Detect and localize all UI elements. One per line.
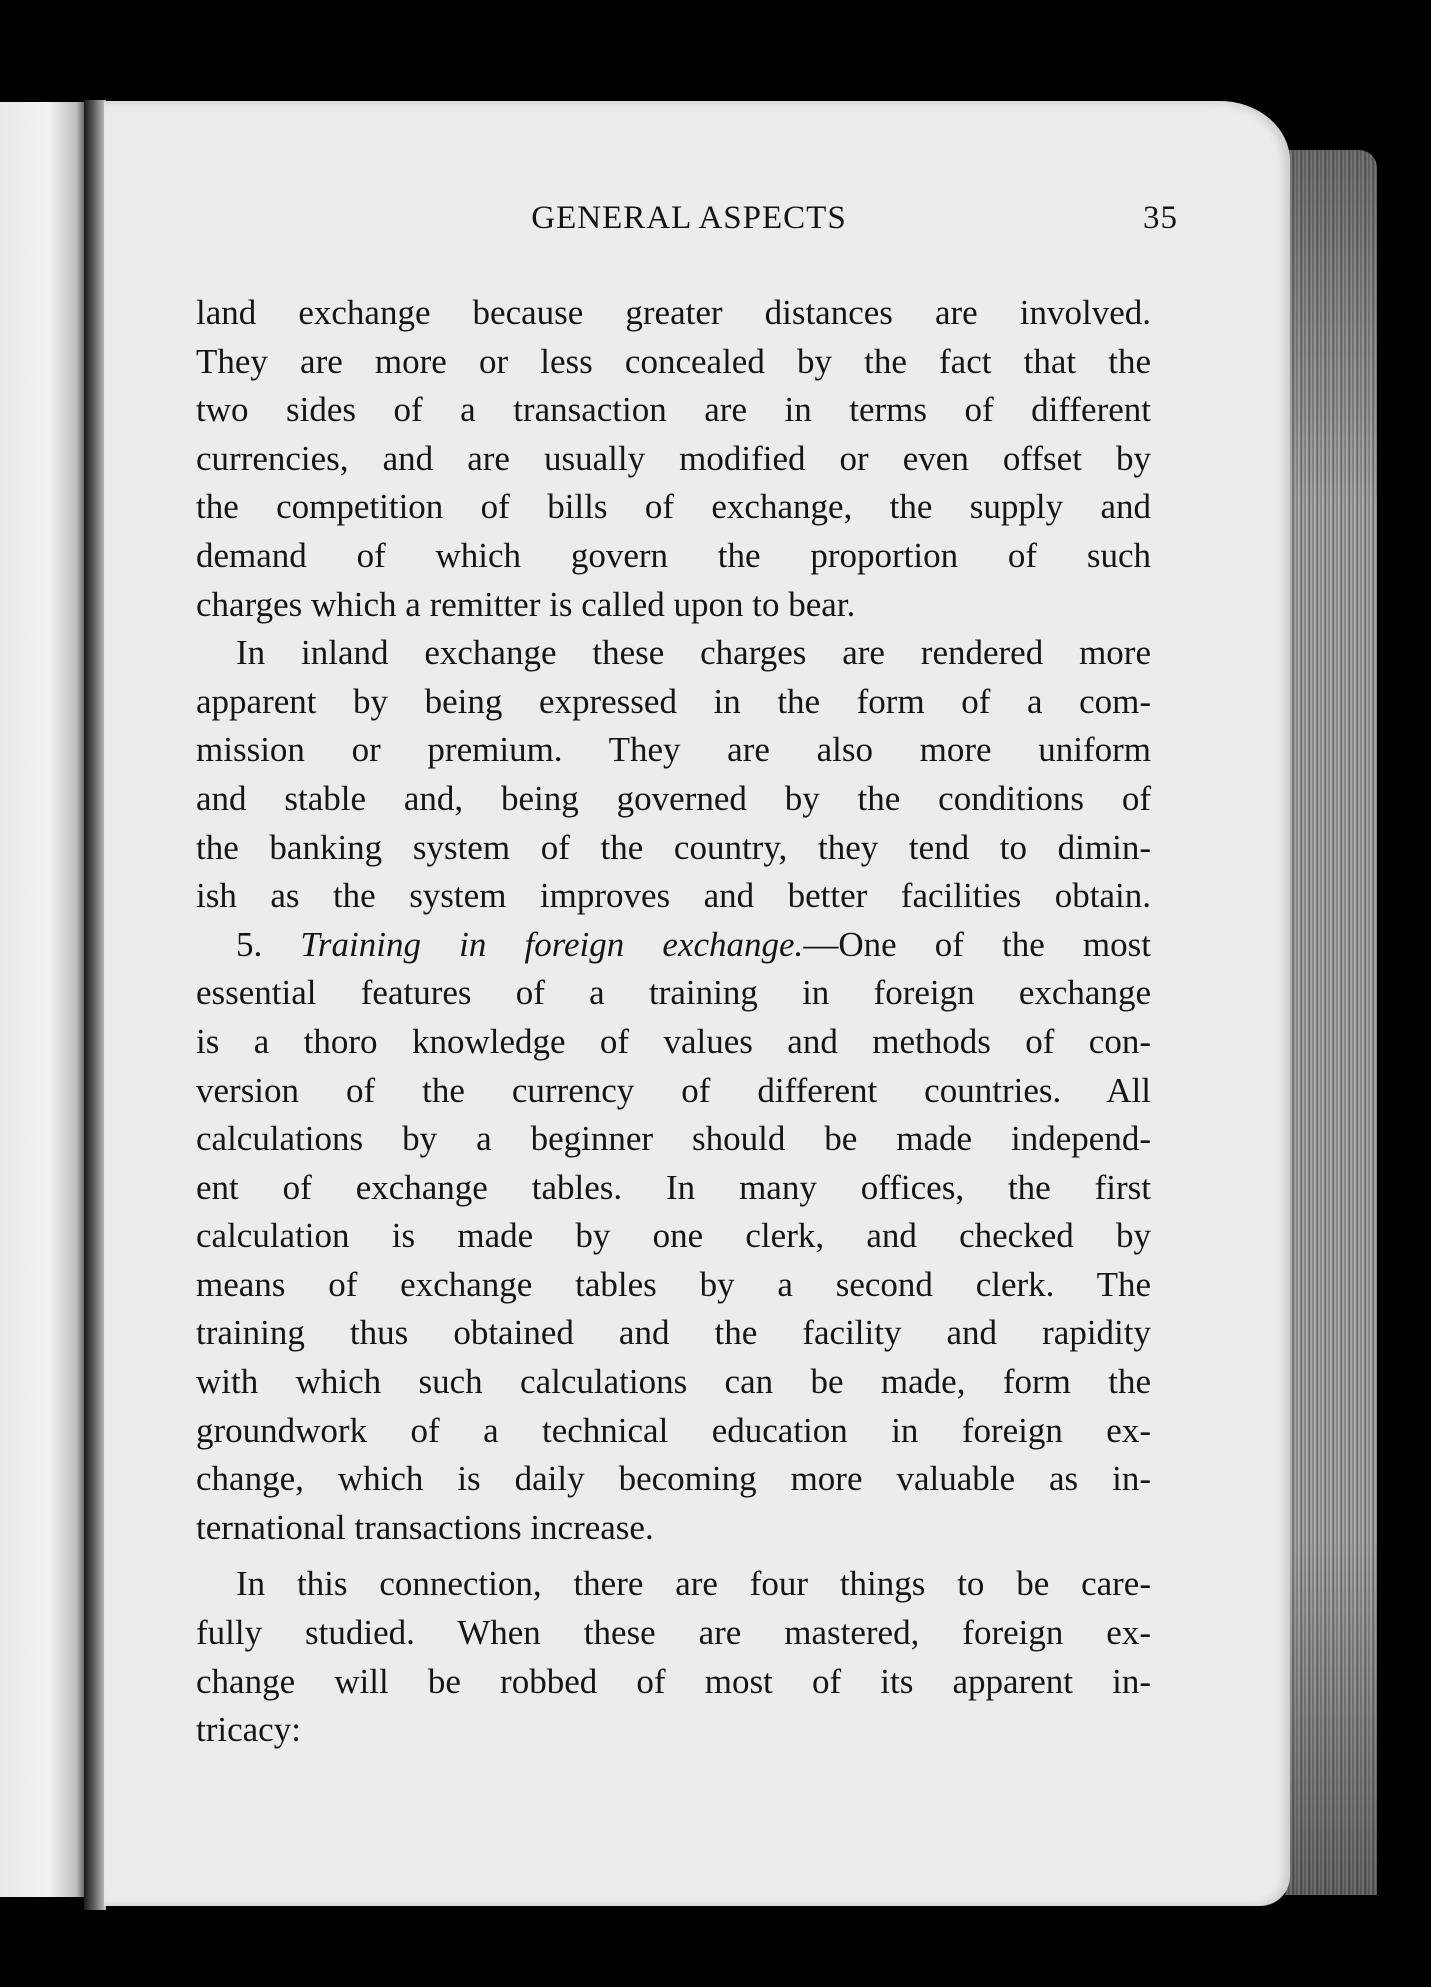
- text-line: apparent by being expressed in the form of a com-: [196, 681, 1151, 721]
- text-line: currencies, and are usually modified or even offset by: [196, 438, 1151, 478]
- text-line: means of exchange tables by a second clerk. The: [196, 1264, 1151, 1304]
- left-page-edge: [0, 102, 90, 1897]
- text-line: training thus obtained and the facility and rapidity: [196, 1313, 1151, 1353]
- text-line: change, which is daily becoming more valuable as in-: [196, 1459, 1151, 1499]
- book-gutter: [84, 100, 106, 1910]
- text-line: They are more or less concealed by the fact that the: [196, 341, 1151, 381]
- text-line: calculation is made by one clerk, and checked by: [196, 1216, 1151, 1256]
- text-line: In this connection, there are four things to be care-: [236, 1564, 1151, 1604]
- text-line: ent of exchange tables. In many offices, the first: [196, 1167, 1151, 1207]
- text-line: the competition of bills of exchange, the supply and: [196, 487, 1151, 527]
- text-line: calculations by a beginner should be made independ-: [196, 1119, 1151, 1159]
- section-heading-continuation: —One of the most: [803, 924, 1152, 964]
- section-number: 5.: [236, 924, 263, 964]
- text-line: land exchange because greater distances are involved.: [196, 293, 1151, 332]
- body-text: [196, 289, 1151, 1755]
- text-line: with which such calculations can be made, form the: [196, 1362, 1151, 1402]
- text-line: is a thoro knowledge of values and methods of con-: [196, 1021, 1151, 1061]
- text-line: version of the currency of different countries. All: [196, 1070, 1151, 1110]
- running-title: GENERAL ASPECTS: [531, 200, 847, 236]
- page-stack-shadow: [1285, 150, 1377, 1895]
- text-line: charges which a remitter is called upon to bear.: [196, 584, 856, 624]
- text-line: and stable and, being governed by the conditions of: [196, 778, 1151, 818]
- text-line: the banking system of the country, they tend to dimin-: [196, 827, 1151, 867]
- text-line: mission or premium. They are also more uniform: [196, 730, 1151, 770]
- text-line: two sides of a transaction are in terms of different: [196, 390, 1151, 430]
- text-line: change will be robbed of most of its apparent in-: [196, 1661, 1151, 1701]
- text-line: ternational transactions increase.: [196, 1507, 654, 1547]
- section-heading-line: [196, 921, 1151, 970]
- text-line: groundwork of a technical education in foreign ex-: [196, 1410, 1151, 1450]
- text-line: demand of which govern the proportion of such: [196, 535, 1151, 575]
- section-heading: Training in foreign exchange.: [300, 924, 804, 964]
- text-line: In inland exchange these charges are rendered more: [236, 633, 1151, 673]
- text-line: essential features of a training in foreign exchange: [196, 973, 1151, 1013]
- text-line: ish as the system improves and better facilities obtain.: [196, 876, 1151, 916]
- text-line: fully studied. When these are mastered, foreign ex-: [196, 1613, 1151, 1653]
- page-number: 35: [1143, 200, 1178, 236]
- running-head: [200, 200, 1178, 244]
- text-line: tricacy:: [196, 1710, 301, 1750]
